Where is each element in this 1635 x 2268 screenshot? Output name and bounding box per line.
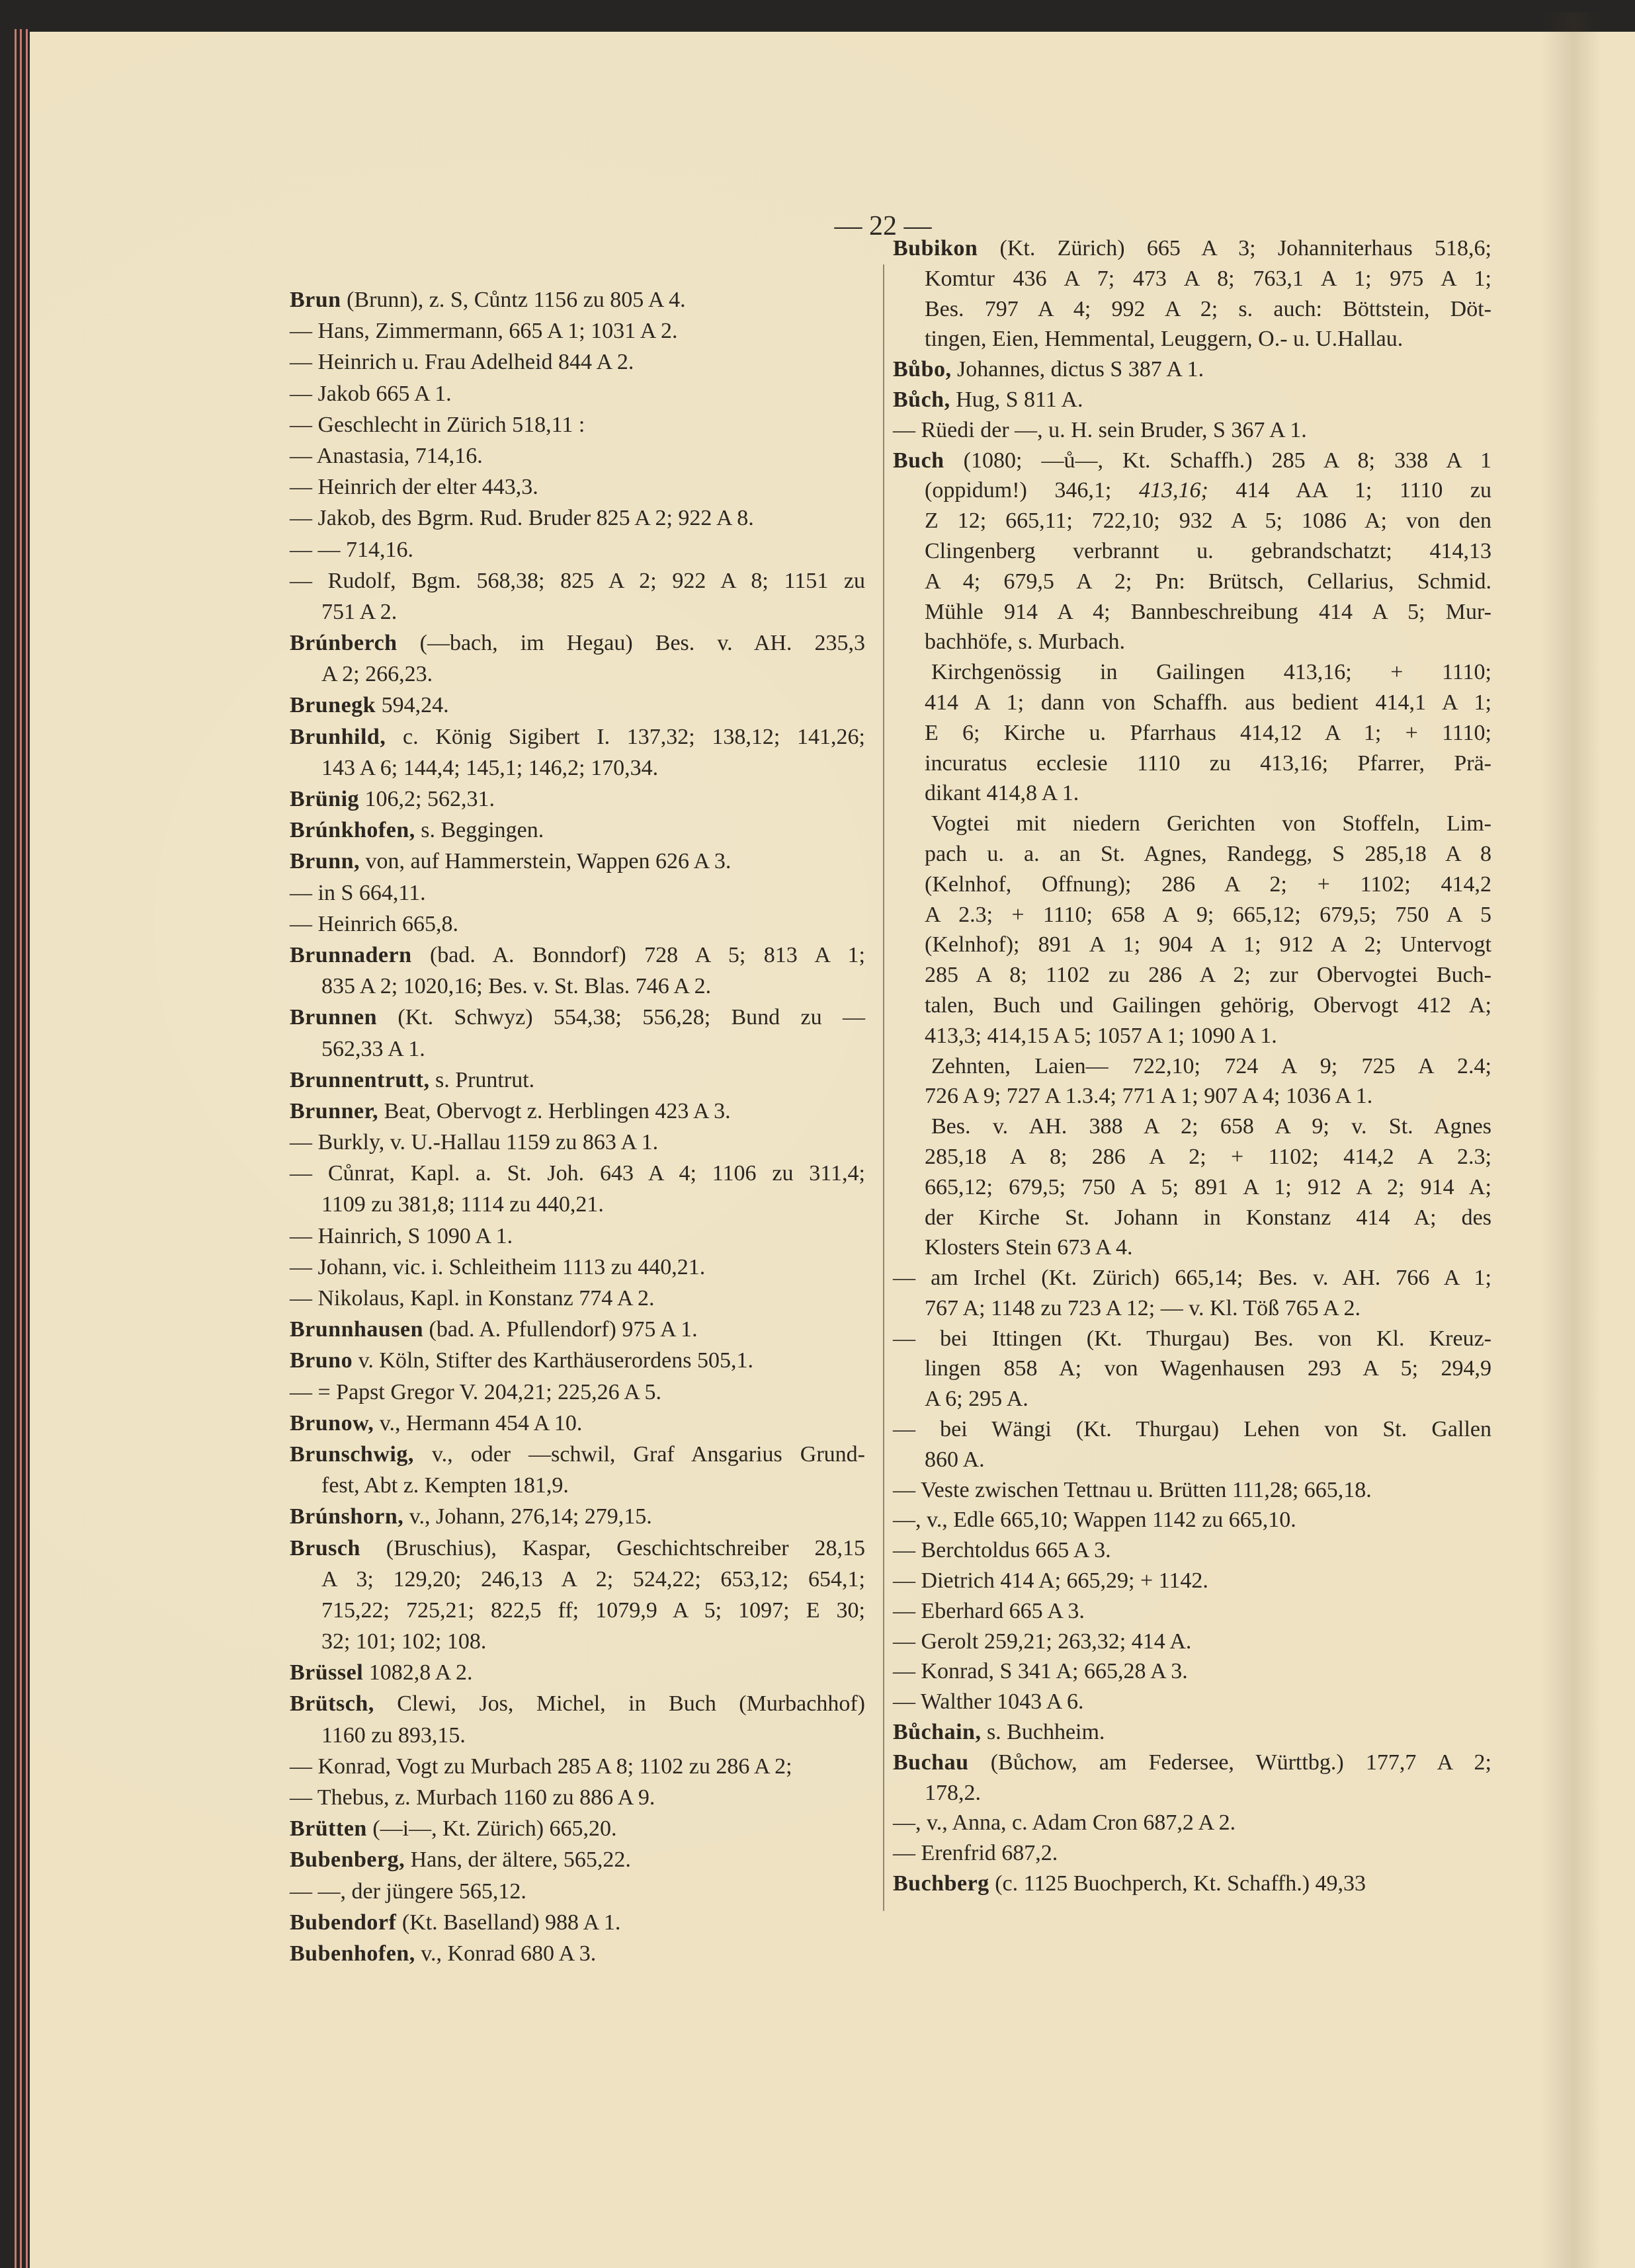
entry-text: s. Beggingen.	[415, 818, 544, 843]
entry-line: bachhöfe, s. Murbach.	[925, 629, 1126, 655]
index-entry	[290, 1283, 865, 1314]
entry-line	[290, 1439, 865, 1470]
entry-headword: Buch	[893, 448, 944, 473]
entry-line: Bes. v. AH. 388 A 2; 658 A 9; v. St. Agnes	[931, 1114, 1491, 1139]
entry-line	[290, 1345, 865, 1376]
index-entry	[290, 1657, 865, 1688]
entry-line: — Dietrich 414 A; 665,29; + 1142.	[893, 1568, 1208, 1594]
index-entry	[290, 1252, 865, 1283]
index-entry	[290, 471, 865, 503]
entry-line: — —, der jüngere 565,12.	[290, 1879, 526, 1904]
entry-line	[893, 1748, 1491, 1778]
entry-line	[290, 815, 865, 846]
entry-line: E 6; Kirche u. Pfarrhaus 414,12 A 1; + 1110;	[925, 720, 1491, 745]
entry-line	[290, 1657, 865, 1688]
entry-headword: Brunnadern	[290, 942, 412, 967]
entry-text: Beat, Obervogt z. Herblingen 423 A 3.	[378, 1098, 731, 1123]
index-entry	[290, 346, 865, 378]
index-entry	[290, 1221, 865, 1252]
index-entry	[290, 1096, 865, 1127]
entry-line: 414 A 1; dann von Schaffh. aus bedient 414,1 A 1;	[925, 690, 1491, 715]
entry-line	[290, 1938, 865, 1969]
entry-line: incuratus ecclesie 1110 zu 413,16; Pfarrer, Prä-	[925, 750, 1491, 776]
entry-line	[290, 690, 865, 721]
entry-line: dikant 414,8 A 1.	[925, 781, 1079, 806]
entry-line: 562,33 A 1.	[321, 1036, 425, 1061]
entry-line: — Konrad, Vogt zu Murbach 285 A 8; 1102 zu 286 A 2;	[290, 1754, 792, 1779]
page-number: — 22 —	[834, 211, 932, 241]
entry-line: pach u. a. an St. Agnes, Randegg, S 285,18 A 8	[925, 841, 1491, 866]
page-edge-stripe	[20, 29, 22, 2268]
entry-text: (Kt. Zürich) 665 A 3; Johanniterhaus 518,6;	[978, 236, 1491, 261]
page-edge-stripe	[15, 29, 17, 2268]
index-column-left	[290, 284, 865, 1969]
page-edge-stripe	[26, 29, 28, 2268]
entry-headword: Brünig	[290, 787, 360, 811]
entry-italic-ref: 413,16;	[1138, 478, 1208, 503]
entry-line: — Johann, vic. i. Schleitheim 1113 zu 440,21.	[290, 1254, 706, 1279]
index-entry	[290, 1408, 865, 1439]
index-entry	[893, 1505, 1491, 1535]
index-entry	[290, 440, 865, 471]
entry-line	[290, 1096, 865, 1127]
entry-line: Vogtei mit niedern Gerichten von Stoffeln, Lim-	[931, 811, 1491, 836]
entry-text: v. Köln, Stifter des Karthäuserordens 505,1.	[353, 1348, 753, 1373]
entry-line	[290, 1065, 865, 1096]
index-entry	[290, 940, 865, 1002]
index-entry	[290, 1158, 865, 1220]
entry-line: — Thebus, z. Murbach 1160 zu 886 A 9.	[290, 1785, 655, 1810]
index-entry	[893, 1596, 1491, 1627]
entry-line: (Kelnhof); 891 A 1; 904 A 1; 912 A 2; Untervogt	[925, 932, 1491, 957]
entry-headword: Brunschwig,	[290, 1441, 414, 1467]
index-entry	[893, 657, 1491, 809]
entry-line: 767 A; 1148 zu 723 A 12; — v. Kl. Töß 765 A 2.	[925, 1295, 1361, 1320]
entry-line: — Jakob, des Bgrm. Rud. Bruder 825 A 2; 922 A 8.	[290, 506, 754, 531]
index-entry	[290, 1782, 865, 1813]
entry-line	[290, 1844, 865, 1875]
index-entry	[290, 1501, 865, 1532]
entry-line: — Burkly, v. U.-Hallau 1159 zu 863 A 1.	[290, 1130, 659, 1155]
index-entry	[290, 315, 865, 346]
entry-text: v., oder —schwil, Graf Ansgarius Grund-	[413, 1441, 865, 1467]
entry-line: — Eberhard 665 A 3.	[893, 1598, 1085, 1623]
entry-headword: Bubenhofen,	[290, 1941, 415, 1966]
entry-text: von, auf Hammerstein, Wappen 626 A 3.	[360, 849, 732, 874]
entry-line: — Rudolf, Bgm. 568,38; 825 A 2; 922 A 8; 1151 zu	[290, 568, 865, 593]
entry-headword: Brusch	[290, 1535, 360, 1560]
entry-headword: Bůchain,	[893, 1720, 982, 1745]
entry-line: — Gerolt 259,21; 263,32; 414 A.	[893, 1629, 1192, 1654]
index-entry	[893, 1687, 1491, 1717]
index-entry	[893, 809, 1491, 1051]
entry-headword: Brúnkhofen,	[290, 818, 415, 843]
index-entry	[290, 1127, 865, 1158]
entry-line: — Konrad, S 341 A; 665,28 A 3.	[893, 1659, 1188, 1684]
entry-line: 715,22; 725,21; 822,5 ff; 1079,9 A 5; 1097; E 30;	[321, 1598, 865, 1623]
entry-text: s. Pruntrut.	[429, 1067, 535, 1092]
entry-text: (Bůchow, am Federsee, Württbg.) 177,7 A 2;	[968, 1750, 1491, 1775]
entry-line: — am Irchel (Kt. Zürich) 665,14; Bes. v. AH. 766 A 1;	[893, 1266, 1491, 1291]
entry-line	[893, 233, 1491, 264]
entry-line	[893, 385, 1491, 415]
entry-line: — Erenfrid 687,2.	[893, 1841, 1058, 1866]
index-entry	[290, 784, 865, 815]
index-entry	[893, 1535, 1491, 1566]
index-entry	[893, 1717, 1491, 1748]
index-entry	[290, 1002, 865, 1064]
entry-headword: Brunhild,	[290, 724, 386, 749]
entry-line	[893, 1717, 1491, 1748]
entry-line: A 3; 129,20; 246,13 A 2; 524,22; 653,12; 654,1;	[321, 1566, 865, 1592]
entry-line: A 6; 295 A.	[925, 1387, 1028, 1412]
entry-line: 726 A 9; 727 A 1.3.4; 771 A 1; 907 A 4; 1036 A 1.	[925, 1084, 1373, 1109]
index-entry	[893, 1414, 1491, 1475]
entry-line: 285,18 A 8; 286 A 2; + 1102; 414,2 A 2.3;	[925, 1144, 1491, 1169]
index-entry	[290, 1314, 865, 1345]
entry-line: — Jakob 665 A 1.	[290, 381, 452, 406]
entry-text: (bad. A. Pfullendorf) 975 A 1.	[423, 1317, 698, 1342]
entry-line	[893, 446, 1491, 476]
entry-text: v., Hermann 454 A 10.	[374, 1410, 583, 1436]
entry-headword: Brunner,	[290, 1098, 379, 1123]
index-entry	[290, 534, 865, 565]
entry-text: (1080; —ů—, Kt. Schaffh.) 285 A 8; 338 A 1	[944, 448, 1491, 473]
entry-line: — Hans, Zimmermann, 665 A 1; 1031 A 2.	[290, 319, 678, 344]
entry-headword: Bůbo,	[893, 357, 952, 382]
scan-background-corner	[1495, 0, 1635, 12]
entry-headword: Bůch,	[893, 387, 950, 412]
entry-line	[290, 784, 865, 815]
entry-line: — Berchtoldus 665 A 3.	[893, 1538, 1111, 1563]
entry-headword: Brun	[290, 288, 341, 312]
entry-headword: Brúnberch	[290, 631, 398, 656]
entry-line: — — 714,16.	[290, 537, 413, 562]
index-entry	[290, 378, 865, 409]
entry-line: — Anastasia, 714,16.	[290, 443, 483, 468]
entry-line: der Kirche St. Johann in Konstanz 414 A; des	[925, 1205, 1491, 1230]
entry-line: A 2.3; + 1110; 658 A 9; 665,12; 679,5; 750 A 5	[925, 902, 1491, 927]
entry-line: — Hainrich, S 1090 A 1.	[290, 1223, 513, 1248]
entry-line: —, v., Anna, c. Adam Cron 687,2 A 2.	[893, 1810, 1236, 1836]
entry-headword: Bubenberg,	[290, 1847, 405, 1873]
entry-line: Klosters Stein 673 A 4.	[925, 1235, 1133, 1260]
entry-line	[290, 1501, 865, 1532]
entry-line: 413,3; 414,15 A 5; 1057 A 1; 1090 A 1.	[925, 1023, 1277, 1048]
entry-text: 594,24.	[376, 693, 449, 718]
entry-headword: Brúnshorn,	[290, 1504, 404, 1529]
index-entry	[290, 503, 865, 534]
index-entry	[290, 1533, 865, 1658]
index-entry	[290, 721, 865, 784]
entry-text: (c. 1125 Buochperch, Kt. Schaffh.) 49,33	[989, 1871, 1366, 1896]
index-entry	[893, 1838, 1491, 1869]
entry-text: c. König Sigibert I. 137,32; 138,12; 141,26;	[386, 724, 865, 749]
index-entry	[893, 233, 1491, 354]
entry-line: — Walther 1043 A 6.	[893, 1689, 1084, 1715]
entry-line	[290, 1813, 865, 1844]
entry-text: (—bach, im Hegau) Bes. v. AH. 235,3	[397, 631, 865, 656]
entry-line: 1109 zu 381,8; 1114 zu 440,21.	[321, 1192, 604, 1217]
index-entry	[290, 877, 865, 909]
index-entry	[290, 1938, 865, 1969]
index-entry	[290, 1844, 865, 1875]
entry-line: A 2; 266,23.	[321, 662, 433, 687]
entry-line: 860 A.	[925, 1447, 985, 1472]
entry-text: 106,2; 562,31.	[359, 787, 495, 811]
entry-line	[290, 284, 865, 315]
entry-headword: Brunow,	[290, 1410, 374, 1436]
entry-text: (Kt. Schwyz) 554,38; 556,28; Bund zu —	[377, 1005, 865, 1030]
entry-line: — Cůnrat, Kapl. a. St. Joh. 643 A 4; 1106 zu 311,4;	[290, 1161, 865, 1186]
entry-text: Hans, der ältere, 565,22.	[405, 1847, 631, 1873]
entry-line: — Rüedi der —, u. H. sein Bruder, S 367 A 1.	[893, 417, 1307, 442]
index-entry	[290, 1876, 865, 1907]
index-column-right	[893, 233, 1491, 1899]
entry-text: (oppidum!) 346,1;	[925, 478, 1139, 503]
entry-line: tingen, Eien, Hemmental, Leuggern, O.- u. U.Hallau.	[925, 327, 1404, 352]
index-entry	[893, 415, 1491, 446]
index-entry	[893, 1869, 1491, 1899]
entry-headword: Brunn,	[290, 849, 360, 874]
entry-line: A 4; 679,5 A 2; Pn: Brütsch, Cellarius, Schmid.	[925, 569, 1491, 594]
entry-line: Zehnten, Laien— 722,10; 724 A 9; 725 A 2.4;	[931, 1053, 1491, 1078]
entry-line	[290, 628, 865, 659]
entry-line: — Veste zwischen Tettnau u. Brütten 111,28; 665,18.	[893, 1477, 1372, 1502]
entry-line: talen, Buch und Gailingen gehörig, Obervogt 412 A;	[925, 992, 1491, 1018]
entry-headword: Brütten	[290, 1816, 367, 1842]
entry-line	[290, 1002, 865, 1033]
entry-text: (Brunn), z. S, Cůntz 1156 zu 805 A 4.	[341, 288, 686, 312]
entry-line: 143 A 6; 144,4; 145,1; 146,2; 170,34.	[321, 755, 659, 780]
entry-line	[893, 475, 1491, 506]
entry-line	[290, 1314, 865, 1345]
entry-headword: Brunnentrutt,	[290, 1067, 430, 1092]
entry-line	[290, 1907, 865, 1938]
entry-text: s. Buchheim.	[981, 1720, 1105, 1745]
entry-line: Mühle 914 A 4; Bannbeschreibung 414 A 5; Mur-	[925, 599, 1491, 624]
index-entry	[893, 1808, 1491, 1838]
entry-line: — Heinrich u. Frau Adelheid 844 A 2.	[290, 350, 634, 375]
index-entry	[290, 846, 865, 877]
entry-line: — Geschlecht in Zürich 518,11 :	[290, 412, 585, 437]
index-entry	[290, 690, 865, 721]
entry-line: — in S 664,11.	[290, 880, 426, 905]
index-entry	[290, 909, 865, 940]
index-entry	[893, 1656, 1491, 1687]
index-entry	[290, 1751, 865, 1782]
book-gutter-shadow	[1541, 0, 1601, 2268]
entry-text: (—i—, Kt. Zürich) 665,20.	[366, 1816, 617, 1842]
index-entry	[290, 1688, 865, 1750]
entry-line: lingen 858 A; von Wagenhausen 293 A 5; 294,9	[925, 1356, 1491, 1381]
entry-line: 32; 101; 102; 108.	[321, 1629, 487, 1654]
index-entry	[290, 1439, 865, 1501]
index-entry	[893, 385, 1491, 415]
entry-line	[290, 1533, 865, 1564]
index-entry	[893, 1627, 1491, 1657]
entry-line: — Nikolaus, Kapl. in Konstanz 774 A 2.	[290, 1286, 655, 1311]
index-entry	[893, 1566, 1491, 1596]
index-entry	[290, 284, 865, 315]
entry-line: — Heinrich 665,8.	[290, 911, 458, 936]
index-entry	[290, 815, 865, 846]
index-entry	[893, 1324, 1491, 1414]
entry-line: — bei Ittingen (Kt. Thurgau) Bes. von Kl. Kreuz-	[893, 1326, 1491, 1351]
entry-headword: Brunnen	[290, 1005, 377, 1030]
entry-text: 1082,8 A 2.	[363, 1660, 473, 1685]
entry-text: (bad. A. Bonndorf) 728 A 5; 813 A 1;	[411, 942, 865, 967]
entry-line	[290, 721, 865, 752]
entry-text: (Bruschius), Kaspar, Geschichtschreiber 28,15	[360, 1535, 865, 1560]
entry-text: v., Johann, 276,14; 279,15.	[403, 1504, 652, 1529]
entry-headword: Brüssel	[290, 1660, 364, 1685]
entry-text: v., Konrad 680 A 3.	[415, 1941, 597, 1966]
entry-text: 414 AA 1; 1110 zu	[1208, 478, 1491, 503]
index-entry	[290, 1813, 865, 1844]
entry-headword: Brütsch,	[290, 1691, 374, 1717]
entry-line	[290, 940, 865, 971]
entry-line: Clingenberg verbrannt u. gebrandschatzt; 414,13	[925, 538, 1491, 563]
entry-line: 835 A 2; 1020,16; Bes. v. St. Blas. 746 A 2.	[321, 974, 712, 999]
entry-headword: Bruno	[290, 1348, 353, 1373]
entry-line: 178,2.	[925, 1780, 981, 1805]
index-entry	[290, 1907, 865, 1938]
index-entry	[290, 409, 865, 440]
index-entry	[893, 1263, 1491, 1324]
index-entry	[893, 1051, 1491, 1112]
entry-line	[290, 1688, 865, 1719]
entry-line: — Heinrich der elter 443,3.	[290, 475, 538, 500]
entry-line: 751 A 2.	[321, 599, 398, 624]
index-entry	[893, 1475, 1491, 1506]
entry-text: (Kt. Baselland) 988 A 1.	[396, 1910, 621, 1935]
index-entry	[893, 354, 1491, 385]
entry-line: (Kelnhof, Offnung); 286 A 2; + 1102; 414,2	[925, 871, 1491, 897]
entry-line: — bei Wängi (Kt. Thurgau) Lehen von St. Gallen	[893, 1417, 1491, 1442]
index-entry	[290, 628, 865, 690]
index-entry	[290, 565, 865, 628]
entry-headword: Buchberg	[893, 1871, 989, 1896]
index-entry	[290, 1065, 865, 1096]
entry-line	[290, 846, 865, 877]
entry-line: Komtur 436 A 7; 473 A 8; 763,1 A 1; 975 A 1;	[925, 266, 1491, 291]
index-entry	[290, 1377, 865, 1408]
entry-line: —, v., Edle 665,10; Wappen 1142 zu 665,10.	[893, 1508, 1296, 1533]
entry-line	[290, 1408, 865, 1439]
index-entry	[893, 1112, 1491, 1263]
entry-headword: Bubendorf	[290, 1910, 397, 1935]
entry-line: Bes. 797 A 4; 992 A 2; s. auch: Böttstein, Döt-	[925, 296, 1491, 321]
entry-text: Clewi, Jos, Michel, in Buch (Murbachhof)	[374, 1691, 865, 1717]
entry-line	[893, 354, 1491, 385]
entry-headword: Bubikon	[893, 236, 978, 261]
entry-line: 665,12; 679,5; 750 A 5; 891 A 1; 912 A 2; 914 A;	[925, 1174, 1491, 1199]
entry-line: Kirchgenössig in Gailingen 413,16; + 1110;	[931, 660, 1491, 685]
entry-line: — = Papst Gregor V. 204,21; 225,26 A 5.	[290, 1379, 661, 1404]
index-entry	[893, 446, 1491, 658]
index-entry	[290, 1345, 865, 1376]
column-divider	[883, 264, 884, 1911]
entry-line: fest, Abt z. Kempten 181,9.	[321, 1473, 569, 1498]
entry-line: 285 A 8; 1102 zu 286 A 2; zur Obervogtei Buch-	[925, 963, 1491, 988]
entry-headword: Brunegk	[290, 693, 376, 718]
entry-text: Hug, S 811 A.	[950, 387, 1083, 412]
entry-line	[893, 1869, 1491, 1899]
entry-text: Johannes, dictus S 387 A 1.	[951, 357, 1204, 382]
index-entry	[893, 1748, 1491, 1808]
entry-line: 1160 zu 893,15.	[321, 1722, 466, 1748]
entry-headword: Buchau	[893, 1750, 969, 1775]
entry-headword: Brunnhausen	[290, 1317, 424, 1342]
entry-line: Z 12; 665,11; 722,10; 932 A 5; 1086 A; von den	[925, 508, 1491, 534]
